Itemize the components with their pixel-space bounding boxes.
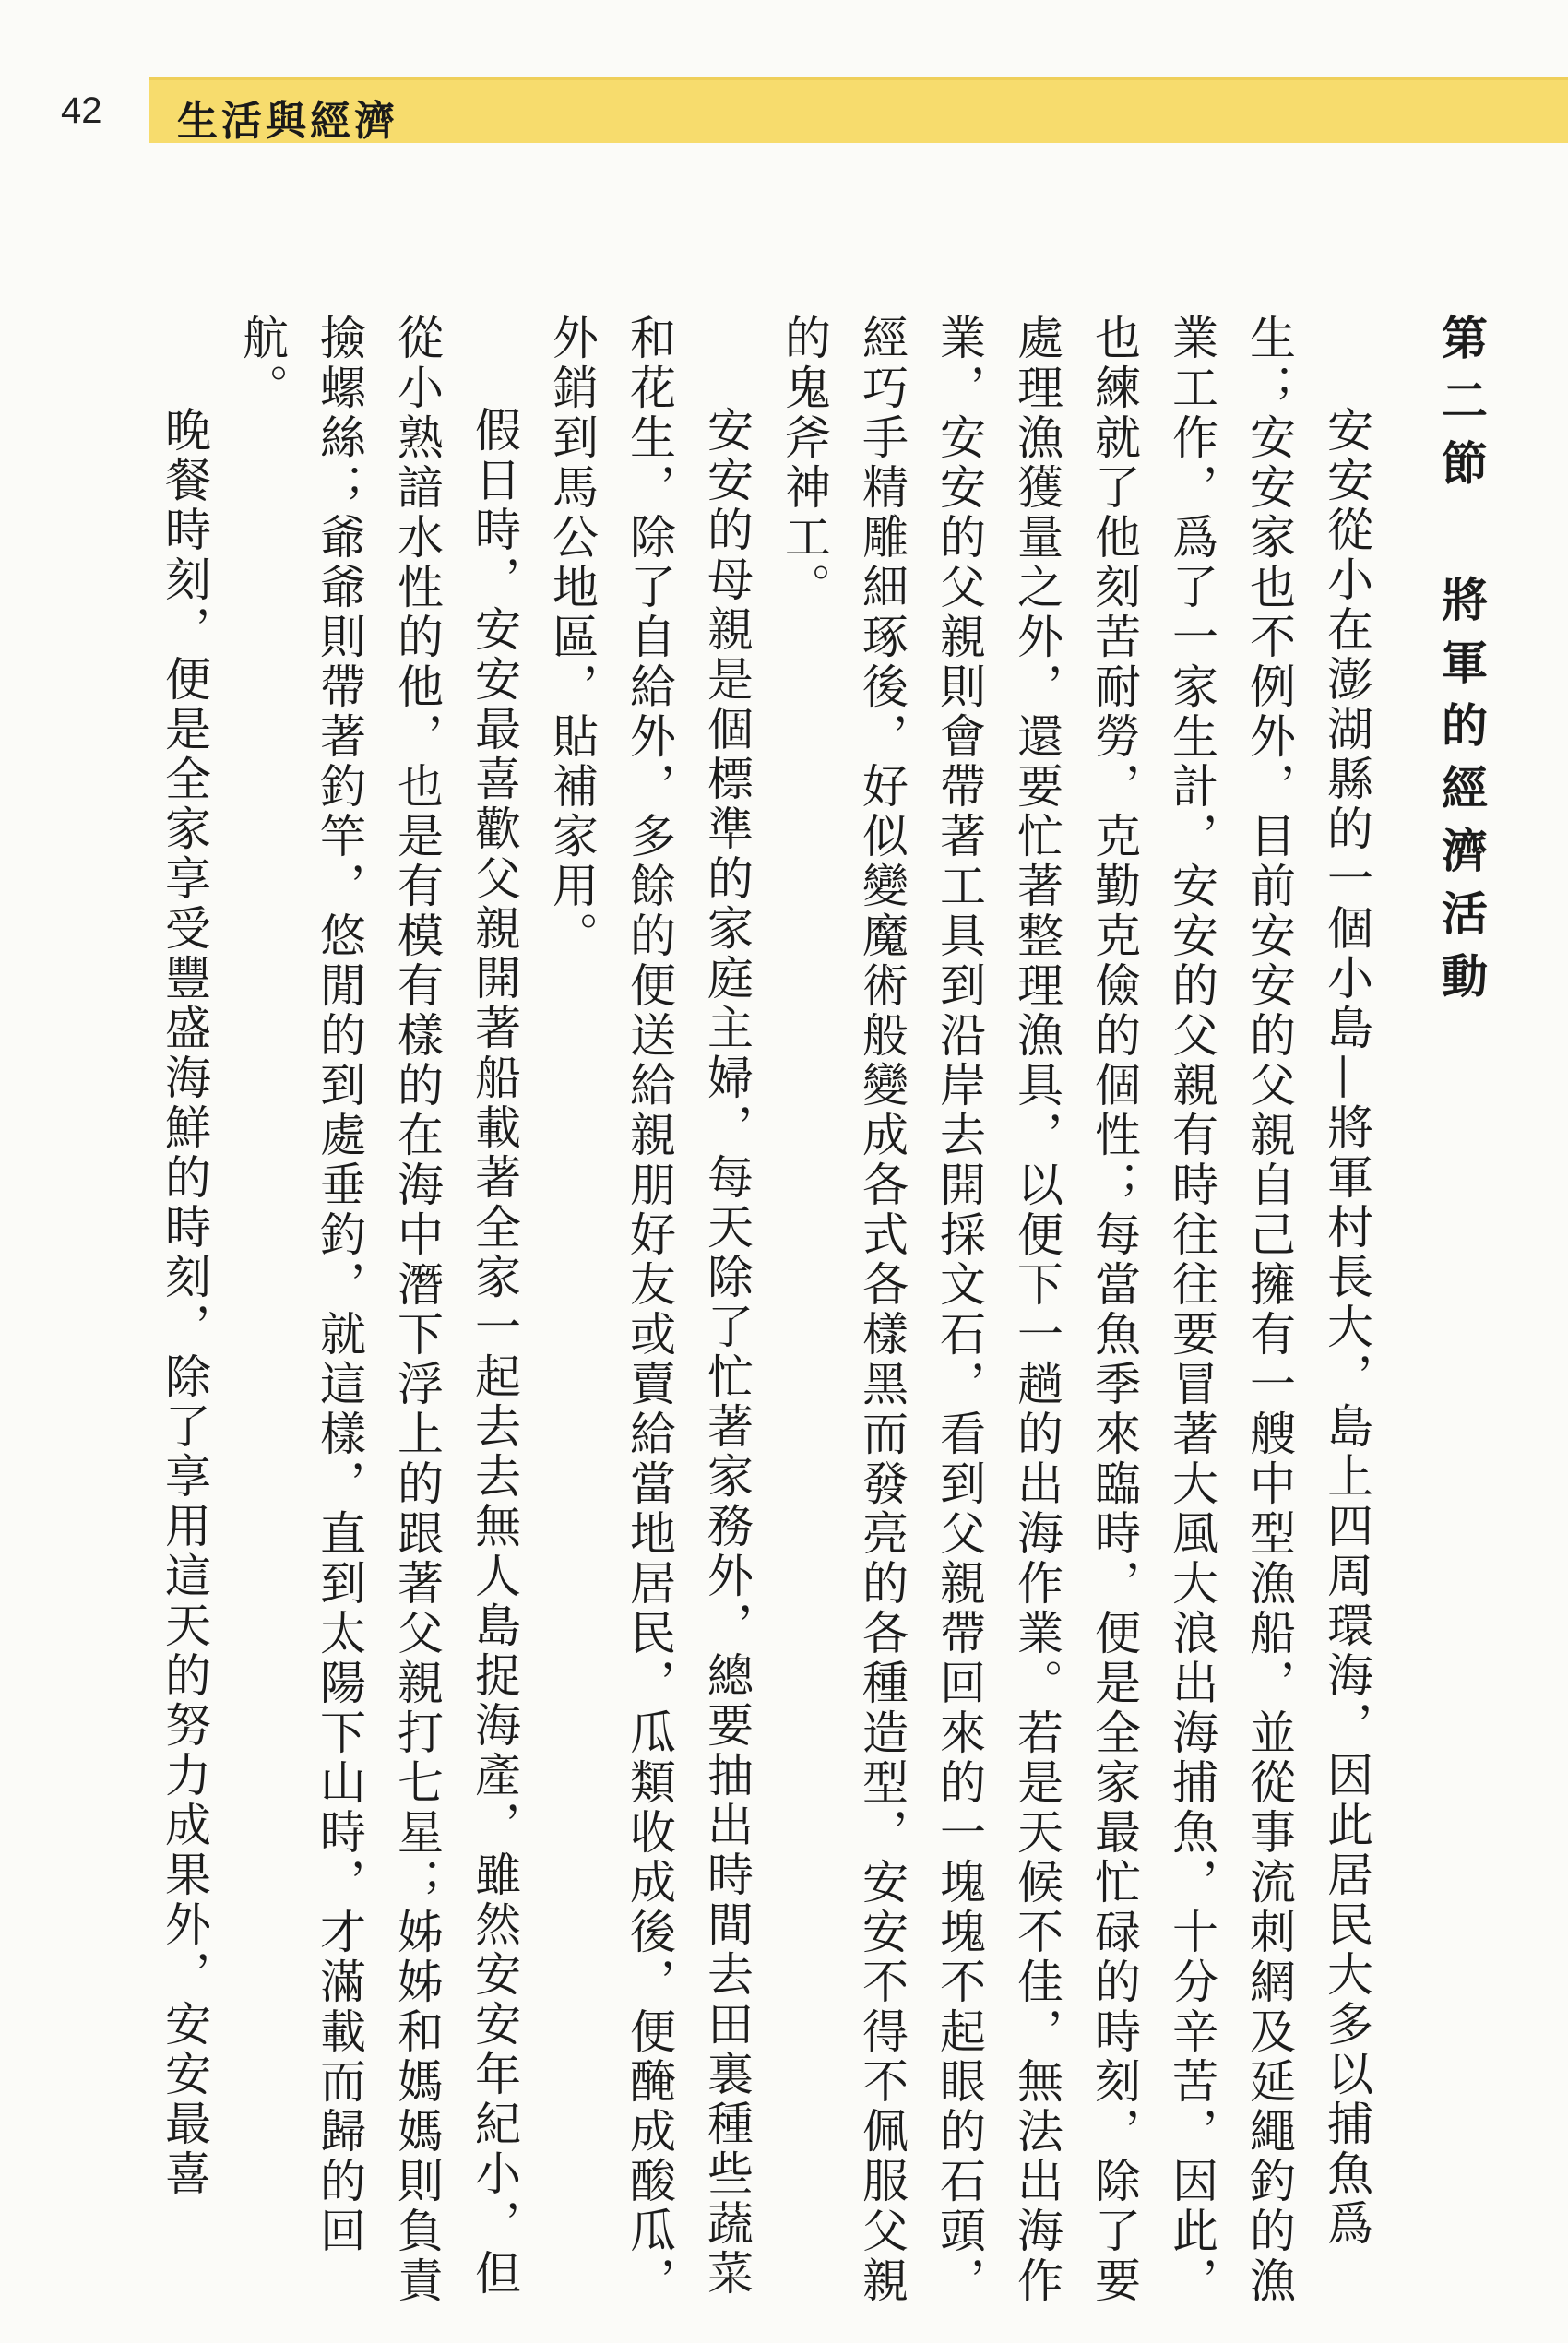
page-number: 42	[61, 90, 102, 131]
chapter-header-band	[149, 77, 1568, 143]
paragraph-4: 晚餐時刻，便是全家享受豐盛海鮮的時刻，除了享用這天的努力成果外，安安最喜	[158, 406, 211, 2199]
paragraph-2: 安安的母親是個標準的家庭主婦，每天除了忙著家務外，總要抽出時間去田裏種些蔬菜和花生，除了自給外，多餘的便送給親朋好友或賣給當地居民，瓜類收成後，便醃成酸瓜，外銷到馬公地區，貼補家用。	[545, 314, 754, 2306]
paragraph-3: 假日時，安安最喜歡父親開著船載著全家一起去去無人島捉海產，雖然安安年紀小，但從小熟諳水性的他，也是有模有樣的在海中潛下浮上的跟著父親打七星；姊姊和媽媽則負責撿螺絲；爺爺則帶著釣竿，悠閒的到處垂釣，就這樣，直到太陽下山時，才滿載而歸的回航。	[235, 314, 521, 2306]
paragraph-1: 安安從小在澎湖縣的一個小島—將軍村長大，島上四周環海，因此居民大多以捕魚爲生；安安家也不例外，目前安安的父親自己擁有一艘中型漁船，並從事流刺網及延繩釣的漁業工作，爲了一家生計，安安的父親有時往往要冒著大風大浪出海捕魚，十分辛苦，因此，也練就了他刻苦耐勞，克勤克儉的個性；每當魚季來臨時，便是全家最忙碌的時刻，除了要處理漁獲量之外，還要忙著整理漁具，以便下一趟的出海作業。若是天候不佳，無法出海作業，安安的父親則會帶著工具到沿岸去開採文石，看到父親帶回來的一塊塊不起眼的石頭，經巧手精雕細琢後，好似變魔術般變成各式各樣黑而發亮的各種造型，安安不得不佩服父親的鬼斧神工。	[778, 314, 1373, 2306]
section-heading	[1422, 314, 1500, 2306]
section-title: 將軍的經濟活動	[1434, 576, 1488, 1015]
vertical-text-body	[79, 314, 1500, 2306]
section-number: 第二節	[1434, 314, 1488, 502]
chapter-title: 生活與經濟	[177, 98, 398, 145]
